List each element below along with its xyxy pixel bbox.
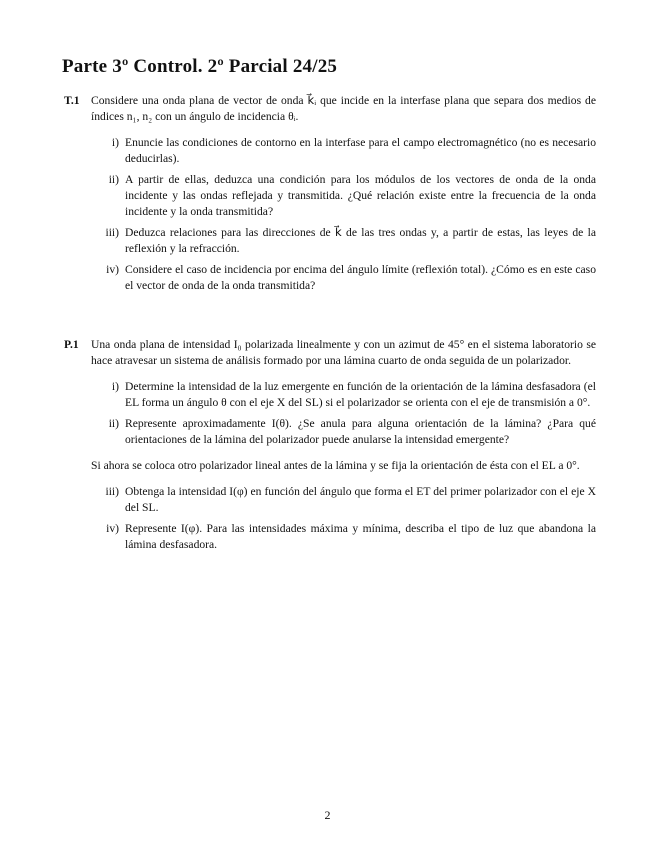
item-text: Deduzca relaciones para las direcciones de k⃗ de las tres ondas y, a partir de estas, las leyes de la reflexión y la refracción. — [125, 226, 596, 255]
page-title: Parte 3º Control. 2º Parcial 24/25 — [62, 56, 338, 77]
item-text: Considere el caso de incidencia por encima del ángulo límite (reflexión total). ¿Cómo es en este caso el vector de onda de la onda transmitida? — [125, 263, 596, 292]
item-number: iii) — [105, 226, 119, 239]
list-item — [91, 379, 596, 411]
list-item — [91, 521, 596, 553]
item-number: i) — [111, 136, 119, 149]
item-number: ii) — [108, 417, 119, 430]
list-item — [91, 225, 596, 257]
item-text: Determine la intensidad de la luz emergente en función de la orientación de la lámina desfasadora (el EL forma un ángulo θ con el eje X del SL) si el polarizador se orienta con el eje de transmisión a 0°. — [125, 380, 596, 409]
list-item — [91, 135, 596, 167]
item-text: Represente I(φ). Para las intensidades máxima y mínima, describa el tipo de luz que abandona la lámina desfasadora. — [125, 522, 596, 551]
list-item — [91, 484, 596, 516]
problem-label: T.1 — [64, 94, 80, 107]
page-number: 2 — [324, 808, 331, 822]
item-number: iv) — [106, 263, 119, 276]
list-item — [91, 172, 596, 220]
item-text: A partir de ellas, deduzca una condición para los módulos de los vectores de onda de la onda incidente y las ondas reflejada y transmitida. ¿Qué relación existe entre la frecuencia de la onda incidente y la onda transmitida? — [125, 173, 596, 218]
problem-label: P.1 — [64, 338, 79, 351]
item-text: Obtenga la intensidad I(φ) en función del ángulo que forma el ET del primer polarizador con el eje X del SL. — [125, 485, 596, 514]
item-number: iv) — [106, 522, 119, 535]
problem-intro: Considere una onda plana de vector de onda k⃗ᵢ que incide en la interfase plana que separa dos medios de índices n₁, n₂ con un ángulo de incidencia θᵢ. — [91, 94, 596, 123]
list-item — [91, 416, 596, 448]
list-item — [91, 262, 596, 294]
item-number: iii) — [105, 485, 119, 498]
item-number: i) — [111, 380, 119, 393]
problem-paragraph: Si ahora se coloca otro polarizador lineal antes de la lámina y se fija la orientación de ésta con el EL a 0°. — [91, 459, 580, 472]
problem-p1 — [64, 337, 596, 558]
problem-intro: Una onda plana de intensidad I₀ polarizada linealmente y con un azimut de 45° en el sistema laboratorio se hace atravesar un sistema de análisis formado por una lámina cuarto de onda seguida de un polarizador. — [91, 338, 596, 367]
problem-t1 — [64, 93, 596, 299]
item-text: Represente aproximadamente I(θ). ¿Se anula para alguna orientación de la lámina? ¿Para qué orientaciones de la lámina del polarizador puede anularse la intensidad emergente? — [125, 417, 596, 446]
item-number: ii) — [108, 173, 119, 186]
item-text: Enuncie las condiciones de contorno en la interfase para el campo electromagnético (no es necesario deducirlas). — [125, 136, 596, 165]
